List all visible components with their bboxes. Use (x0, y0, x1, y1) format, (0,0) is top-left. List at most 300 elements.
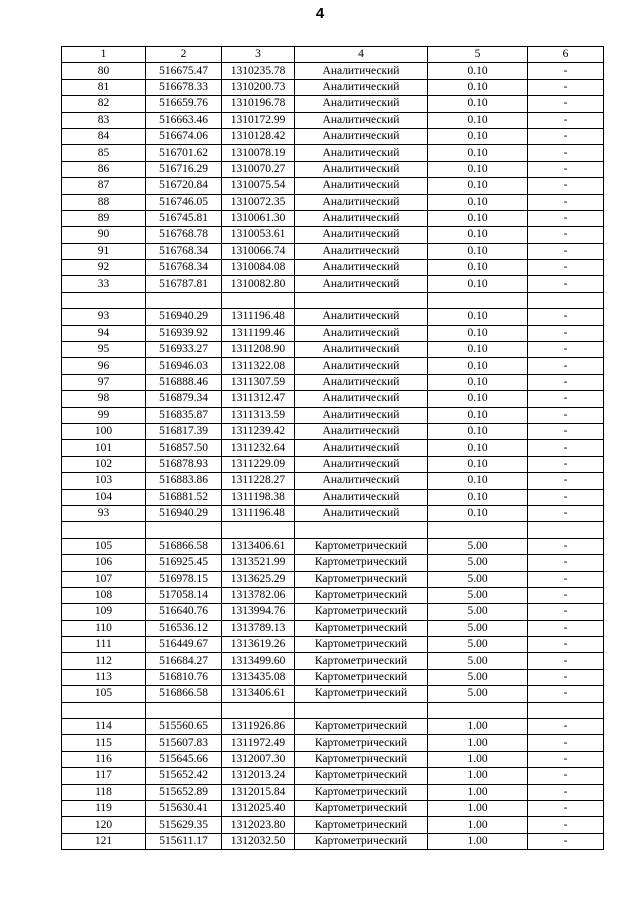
x-coordinate-cell: 516878.93 (146, 456, 222, 472)
note-cell: - (528, 243, 604, 259)
accuracy-cell: 0.10 (428, 358, 528, 374)
x-coordinate-cell: 516768.34 (146, 243, 222, 259)
point-number-cell: 88 (62, 194, 146, 210)
x-coordinate-cell: 516857.50 (146, 440, 222, 456)
accuracy-cell: 5.00 (428, 587, 528, 603)
table-row (62, 276, 604, 292)
accuracy-cell (428, 702, 528, 718)
note-cell: - (528, 96, 604, 112)
y-coordinate-cell: 1313625.29 (222, 571, 295, 587)
accuracy-cell: 0.10 (428, 161, 528, 177)
point-number-cell: 112 (62, 653, 146, 669)
table-row (62, 571, 604, 587)
note-cell: - (528, 473, 604, 489)
accuracy-cell: 5.00 (428, 555, 528, 571)
method-cell: Аналитический (295, 505, 428, 521)
point-number-cell: 97 (62, 374, 146, 390)
accuracy-cell: 0.10 (428, 309, 528, 325)
method-cell: Аналитический (295, 210, 428, 226)
method-cell: Картометрический (295, 686, 428, 702)
note-cell: - (528, 210, 604, 226)
x-coordinate-cell: 516745.81 (146, 210, 222, 226)
table-row (62, 751, 604, 767)
note-cell: - (528, 79, 604, 95)
point-number-cell: 120 (62, 817, 146, 833)
method-cell: Аналитический (295, 374, 428, 390)
note-cell: - (528, 391, 604, 407)
x-coordinate-cell: 516939.92 (146, 325, 222, 341)
x-coordinate-cell: 515629.35 (146, 817, 222, 833)
table-row (62, 423, 604, 439)
x-coordinate-cell: 516879.34 (146, 391, 222, 407)
column-header: 2 (146, 47, 222, 63)
table-row (62, 63, 604, 79)
x-coordinate-cell: 516663.46 (146, 112, 222, 128)
point-number-cell: 102 (62, 456, 146, 472)
accuracy-cell: 0.10 (428, 145, 528, 161)
method-cell: Аналитический (295, 440, 428, 456)
y-coordinate-cell: 1311198.38 (222, 489, 295, 505)
table-row (62, 735, 604, 751)
table-row (62, 325, 604, 341)
x-coordinate-cell: 515645.66 (146, 751, 222, 767)
point-number-cell: 92 (62, 260, 146, 276)
table-header-row (62, 47, 604, 63)
method-cell: Аналитический (295, 276, 428, 292)
method-cell: Аналитический (295, 194, 428, 210)
accuracy-cell: 0.10 (428, 276, 528, 292)
table-row (62, 768, 604, 784)
table-row (62, 309, 604, 325)
point-number-cell: 118 (62, 784, 146, 800)
method-cell: Аналитический (295, 325, 428, 341)
accuracy-cell: 1.00 (428, 735, 528, 751)
coordinates-table (61, 46, 604, 850)
table-row (62, 128, 604, 144)
accuracy-cell: 5.00 (428, 637, 528, 653)
point-number-cell: 106 (62, 555, 146, 571)
x-coordinate-cell: 515652.89 (146, 784, 222, 800)
y-coordinate-cell: 1312023.80 (222, 817, 295, 833)
note-cell (528, 702, 604, 718)
note-cell: - (528, 669, 604, 685)
note-cell: - (528, 538, 604, 554)
note-cell (528, 292, 604, 308)
point-number-cell: 121 (62, 833, 146, 849)
x-coordinate-cell: 516449.67 (146, 637, 222, 653)
y-coordinate-cell: 1310078.19 (222, 145, 295, 161)
point-number-cell: 100 (62, 423, 146, 439)
y-coordinate-cell: 1313435.08 (222, 669, 295, 685)
point-number-cell (62, 522, 146, 538)
point-number-cell: 114 (62, 719, 146, 735)
y-coordinate-cell (222, 522, 295, 538)
x-coordinate-cell: 516787.81 (146, 276, 222, 292)
method-cell: Аналитический (295, 456, 428, 472)
point-number-cell: 103 (62, 473, 146, 489)
note-cell: - (528, 505, 604, 521)
y-coordinate-cell: 1313994.76 (222, 604, 295, 620)
y-coordinate-cell (222, 702, 295, 718)
note-cell: - (528, 768, 604, 784)
table-row (62, 522, 604, 538)
accuracy-cell: 0.10 (428, 210, 528, 226)
method-cell: Картометрический (295, 768, 428, 784)
y-coordinate-cell: 1313406.61 (222, 686, 295, 702)
x-coordinate-cell: 516701.62 (146, 145, 222, 161)
x-coordinate-cell (146, 292, 222, 308)
point-number-cell: 33 (62, 276, 146, 292)
x-coordinate-cell: 516768.78 (146, 227, 222, 243)
x-coordinate-cell: 516866.58 (146, 538, 222, 554)
point-number-cell: 115 (62, 735, 146, 751)
table-row (62, 178, 604, 194)
note-cell: - (528, 620, 604, 636)
x-coordinate-cell: 516768.34 (146, 260, 222, 276)
point-number-cell: 98 (62, 391, 146, 407)
method-cell: Аналитический (295, 128, 428, 144)
x-coordinate-cell: 516925.45 (146, 555, 222, 571)
note-cell: - (528, 686, 604, 702)
table-row (62, 833, 604, 849)
method-cell: Картометрический (295, 669, 428, 685)
y-coordinate-cell: 1310235.78 (222, 63, 295, 79)
accuracy-cell: 1.00 (428, 800, 528, 816)
accuracy-cell: 5.00 (428, 653, 528, 669)
x-coordinate-cell: 516659.76 (146, 96, 222, 112)
note-cell: - (528, 653, 604, 669)
accuracy-cell: 0.10 (428, 63, 528, 79)
y-coordinate-cell: 1313619.26 (222, 637, 295, 653)
y-coordinate-cell: 1310075.54 (222, 178, 295, 194)
y-coordinate-cell: 1312007.30 (222, 751, 295, 767)
table-row (62, 112, 604, 128)
accuracy-cell: 0.10 (428, 112, 528, 128)
method-cell: Картометрический (295, 637, 428, 653)
x-coordinate-cell: 516866.58 (146, 686, 222, 702)
x-coordinate-cell: 516835.87 (146, 407, 222, 423)
note-cell: - (528, 751, 604, 767)
method-cell: Аналитический (295, 489, 428, 505)
y-coordinate-cell: 1310061.30 (222, 210, 295, 226)
point-number-cell (62, 702, 146, 718)
x-coordinate-cell: 515607.83 (146, 735, 222, 751)
x-coordinate-cell: 516940.29 (146, 505, 222, 521)
point-number-cell: 111 (62, 637, 146, 653)
accuracy-cell: 5.00 (428, 669, 528, 685)
method-cell: Аналитический (295, 96, 428, 112)
y-coordinate-cell: 1311196.48 (222, 309, 295, 325)
x-coordinate-cell: 516678.33 (146, 79, 222, 95)
method-cell: Картометрический (295, 833, 428, 849)
x-coordinate-cell: 515652.42 (146, 768, 222, 784)
note-cell: - (528, 161, 604, 177)
y-coordinate-cell: 1310084.08 (222, 260, 295, 276)
y-coordinate-cell: 1310070.27 (222, 161, 295, 177)
point-number-cell: 116 (62, 751, 146, 767)
method-cell: Аналитический (295, 243, 428, 259)
note-cell: - (528, 637, 604, 653)
y-coordinate-cell: 1311229.09 (222, 456, 295, 472)
y-coordinate-cell: 1313789.13 (222, 620, 295, 636)
x-coordinate-cell: 515560.65 (146, 719, 222, 735)
accuracy-cell: 0.10 (428, 96, 528, 112)
method-cell: Картометрический (295, 555, 428, 571)
table-row (62, 161, 604, 177)
accuracy-cell: 1.00 (428, 719, 528, 735)
table-row (62, 473, 604, 489)
accuracy-cell: 0.10 (428, 194, 528, 210)
method-cell: Аналитический (295, 391, 428, 407)
note-cell: - (528, 309, 604, 325)
table-row (62, 604, 604, 620)
column-header: 1 (62, 47, 146, 63)
method-cell: Аналитический (295, 423, 428, 439)
column-header: 3 (222, 47, 295, 63)
method-cell (295, 522, 428, 538)
x-coordinate-cell: 516946.03 (146, 358, 222, 374)
y-coordinate-cell: 1313521.99 (222, 555, 295, 571)
y-coordinate-cell: 1313499.60 (222, 653, 295, 669)
note-cell: - (528, 719, 604, 735)
method-cell: Аналитический (295, 227, 428, 243)
y-coordinate-cell: 1310128.42 (222, 128, 295, 144)
table-row (62, 194, 604, 210)
accuracy-cell: 0.10 (428, 79, 528, 95)
note-cell: - (528, 800, 604, 816)
method-cell: Картометрический (295, 653, 428, 669)
note-cell: - (528, 358, 604, 374)
column-header: 5 (428, 47, 528, 63)
accuracy-cell: 0.10 (428, 243, 528, 259)
accuracy-cell: 0.10 (428, 342, 528, 358)
y-coordinate-cell: 1312015.84 (222, 784, 295, 800)
y-coordinate-cell: 1311307.59 (222, 374, 295, 390)
y-coordinate-cell: 1311312.47 (222, 391, 295, 407)
x-coordinate-cell (146, 702, 222, 718)
note-cell: - (528, 260, 604, 276)
table-row (62, 620, 604, 636)
x-coordinate-cell: 516978.15 (146, 571, 222, 587)
table-row (62, 587, 604, 603)
note-cell: - (528, 407, 604, 423)
note-cell: - (528, 325, 604, 341)
table-row (62, 800, 604, 816)
y-coordinate-cell: 1312032.50 (222, 833, 295, 849)
method-cell: Аналитический (295, 161, 428, 177)
x-coordinate-cell: 516746.05 (146, 194, 222, 210)
accuracy-cell: 5.00 (428, 620, 528, 636)
accuracy-cell: 5.00 (428, 571, 528, 587)
y-coordinate-cell: 1313406.61 (222, 538, 295, 554)
note-cell: - (528, 112, 604, 128)
accuracy-cell: 0.10 (428, 505, 528, 521)
method-cell: Картометрический (295, 800, 428, 816)
accuracy-cell: 0.10 (428, 423, 528, 439)
table-row (62, 440, 604, 456)
note-cell: - (528, 784, 604, 800)
note-cell: - (528, 440, 604, 456)
table-row (62, 456, 604, 472)
method-cell: Картометрический (295, 538, 428, 554)
point-number-cell: 119 (62, 800, 146, 816)
x-coordinate-cell: 516716.29 (146, 161, 222, 177)
point-number-cell: 91 (62, 243, 146, 259)
accuracy-cell: 5.00 (428, 686, 528, 702)
table-row (62, 407, 604, 423)
point-number-cell: 82 (62, 96, 146, 112)
x-coordinate-cell: 515630.41 (146, 800, 222, 816)
column-header: 4 (295, 47, 428, 63)
point-number-cell: 94 (62, 325, 146, 341)
accuracy-cell: 0.10 (428, 407, 528, 423)
point-number-cell: 107 (62, 571, 146, 587)
accuracy-cell (428, 292, 528, 308)
table-row (62, 817, 604, 833)
point-number-cell: 109 (62, 604, 146, 620)
x-coordinate-cell: 516810.76 (146, 669, 222, 685)
x-coordinate-cell: 516674.06 (146, 128, 222, 144)
note-cell: - (528, 423, 604, 439)
point-number-cell: 81 (62, 79, 146, 95)
y-coordinate-cell: 1311208.90 (222, 342, 295, 358)
note-cell: - (528, 456, 604, 472)
method-cell (295, 702, 428, 718)
point-number-cell: 105 (62, 686, 146, 702)
note-cell: - (528, 227, 604, 243)
y-coordinate-cell: 1312025.40 (222, 800, 295, 816)
note-cell: - (528, 63, 604, 79)
point-number-cell: 93 (62, 309, 146, 325)
table-row (62, 358, 604, 374)
method-cell: Аналитический (295, 342, 428, 358)
method-cell: Картометрический (295, 817, 428, 833)
table-row (62, 292, 604, 308)
method-cell: Аналитический (295, 358, 428, 374)
point-number-cell: 101 (62, 440, 146, 456)
note-cell: - (528, 735, 604, 751)
accuracy-cell: 0.10 (428, 489, 528, 505)
y-coordinate-cell: 1311322.08 (222, 358, 295, 374)
note-cell: - (528, 555, 604, 571)
x-coordinate-cell: 516720.84 (146, 178, 222, 194)
x-coordinate-cell: 516881.52 (146, 489, 222, 505)
table-row (62, 637, 604, 653)
point-number-cell: 80 (62, 63, 146, 79)
accuracy-cell: 1.00 (428, 833, 528, 849)
note-cell: - (528, 145, 604, 161)
note-cell: - (528, 571, 604, 587)
accuracy-cell: 0.10 (428, 325, 528, 341)
note-cell: - (528, 587, 604, 603)
table-row (62, 653, 604, 669)
accuracy-cell: 0.10 (428, 456, 528, 472)
table-row (62, 489, 604, 505)
point-number-cell: 105 (62, 538, 146, 554)
table-row (62, 210, 604, 226)
point-number-cell (62, 292, 146, 308)
y-coordinate-cell: 1310200.73 (222, 79, 295, 95)
y-coordinate-cell: 1310072.35 (222, 194, 295, 210)
point-number-cell: 90 (62, 227, 146, 243)
point-number-cell: 93 (62, 505, 146, 521)
method-cell: Картометрический (295, 620, 428, 636)
point-number-cell: 95 (62, 342, 146, 358)
method-cell: Аналитический (295, 178, 428, 194)
point-number-cell: 87 (62, 178, 146, 194)
method-cell: Картометрический (295, 604, 428, 620)
table-row (62, 686, 604, 702)
accuracy-cell: 0.10 (428, 260, 528, 276)
x-coordinate-cell (146, 522, 222, 538)
x-coordinate-cell: 516888.46 (146, 374, 222, 390)
method-cell: Картометрический (295, 571, 428, 587)
accuracy-cell: 0.10 (428, 178, 528, 194)
y-coordinate-cell: 1310172.99 (222, 112, 295, 128)
method-cell: Аналитический (295, 145, 428, 161)
accuracy-cell: 0.10 (428, 374, 528, 390)
y-coordinate-cell: 1311196.48 (222, 505, 295, 521)
point-number-cell: 86 (62, 161, 146, 177)
accuracy-cell: 1.00 (428, 784, 528, 800)
y-coordinate-cell: 1311239.42 (222, 423, 295, 439)
method-cell: Аналитический (295, 407, 428, 423)
method-cell: Картометрический (295, 735, 428, 751)
note-cell: - (528, 128, 604, 144)
table-row (62, 145, 604, 161)
method-cell: Аналитический (295, 473, 428, 489)
note-cell: - (528, 342, 604, 358)
accuracy-cell: 0.10 (428, 227, 528, 243)
x-coordinate-cell: 516940.29 (146, 309, 222, 325)
column-header: 6 (528, 47, 604, 63)
note-cell: - (528, 374, 604, 390)
y-coordinate-cell: 1310196.78 (222, 96, 295, 112)
table-row (62, 505, 604, 521)
method-cell: Картометрический (295, 587, 428, 603)
note-cell: - (528, 604, 604, 620)
point-number-cell: 83 (62, 112, 146, 128)
y-coordinate-cell: 1311232.64 (222, 440, 295, 456)
table-row (62, 538, 604, 554)
method-cell: Картометрический (295, 784, 428, 800)
point-number-cell: 96 (62, 358, 146, 374)
method-cell: Аналитический (295, 260, 428, 276)
note-cell: - (528, 276, 604, 292)
table-row (62, 784, 604, 800)
point-number-cell: 99 (62, 407, 146, 423)
table-row (62, 702, 604, 718)
accuracy-cell: 1.00 (428, 751, 528, 767)
y-coordinate-cell: 1313782.06 (222, 587, 295, 603)
x-coordinate-cell: 516675.47 (146, 63, 222, 79)
y-coordinate-cell: 1311228.27 (222, 473, 295, 489)
table-row (62, 342, 604, 358)
x-coordinate-cell: 516883.86 (146, 473, 222, 489)
y-coordinate-cell: 1311972.49 (222, 735, 295, 751)
table-row (62, 96, 604, 112)
page-number: 4 (315, 5, 325, 22)
table-row (62, 79, 604, 95)
y-coordinate-cell: 1311926.86 (222, 719, 295, 735)
point-number-cell: 104 (62, 489, 146, 505)
y-coordinate-cell: 1310053.61 (222, 227, 295, 243)
y-coordinate-cell: 1311199.46 (222, 325, 295, 341)
point-number-cell: 113 (62, 669, 146, 685)
point-number-cell: 117 (62, 768, 146, 784)
point-number-cell: 84 (62, 128, 146, 144)
note-cell (528, 522, 604, 538)
